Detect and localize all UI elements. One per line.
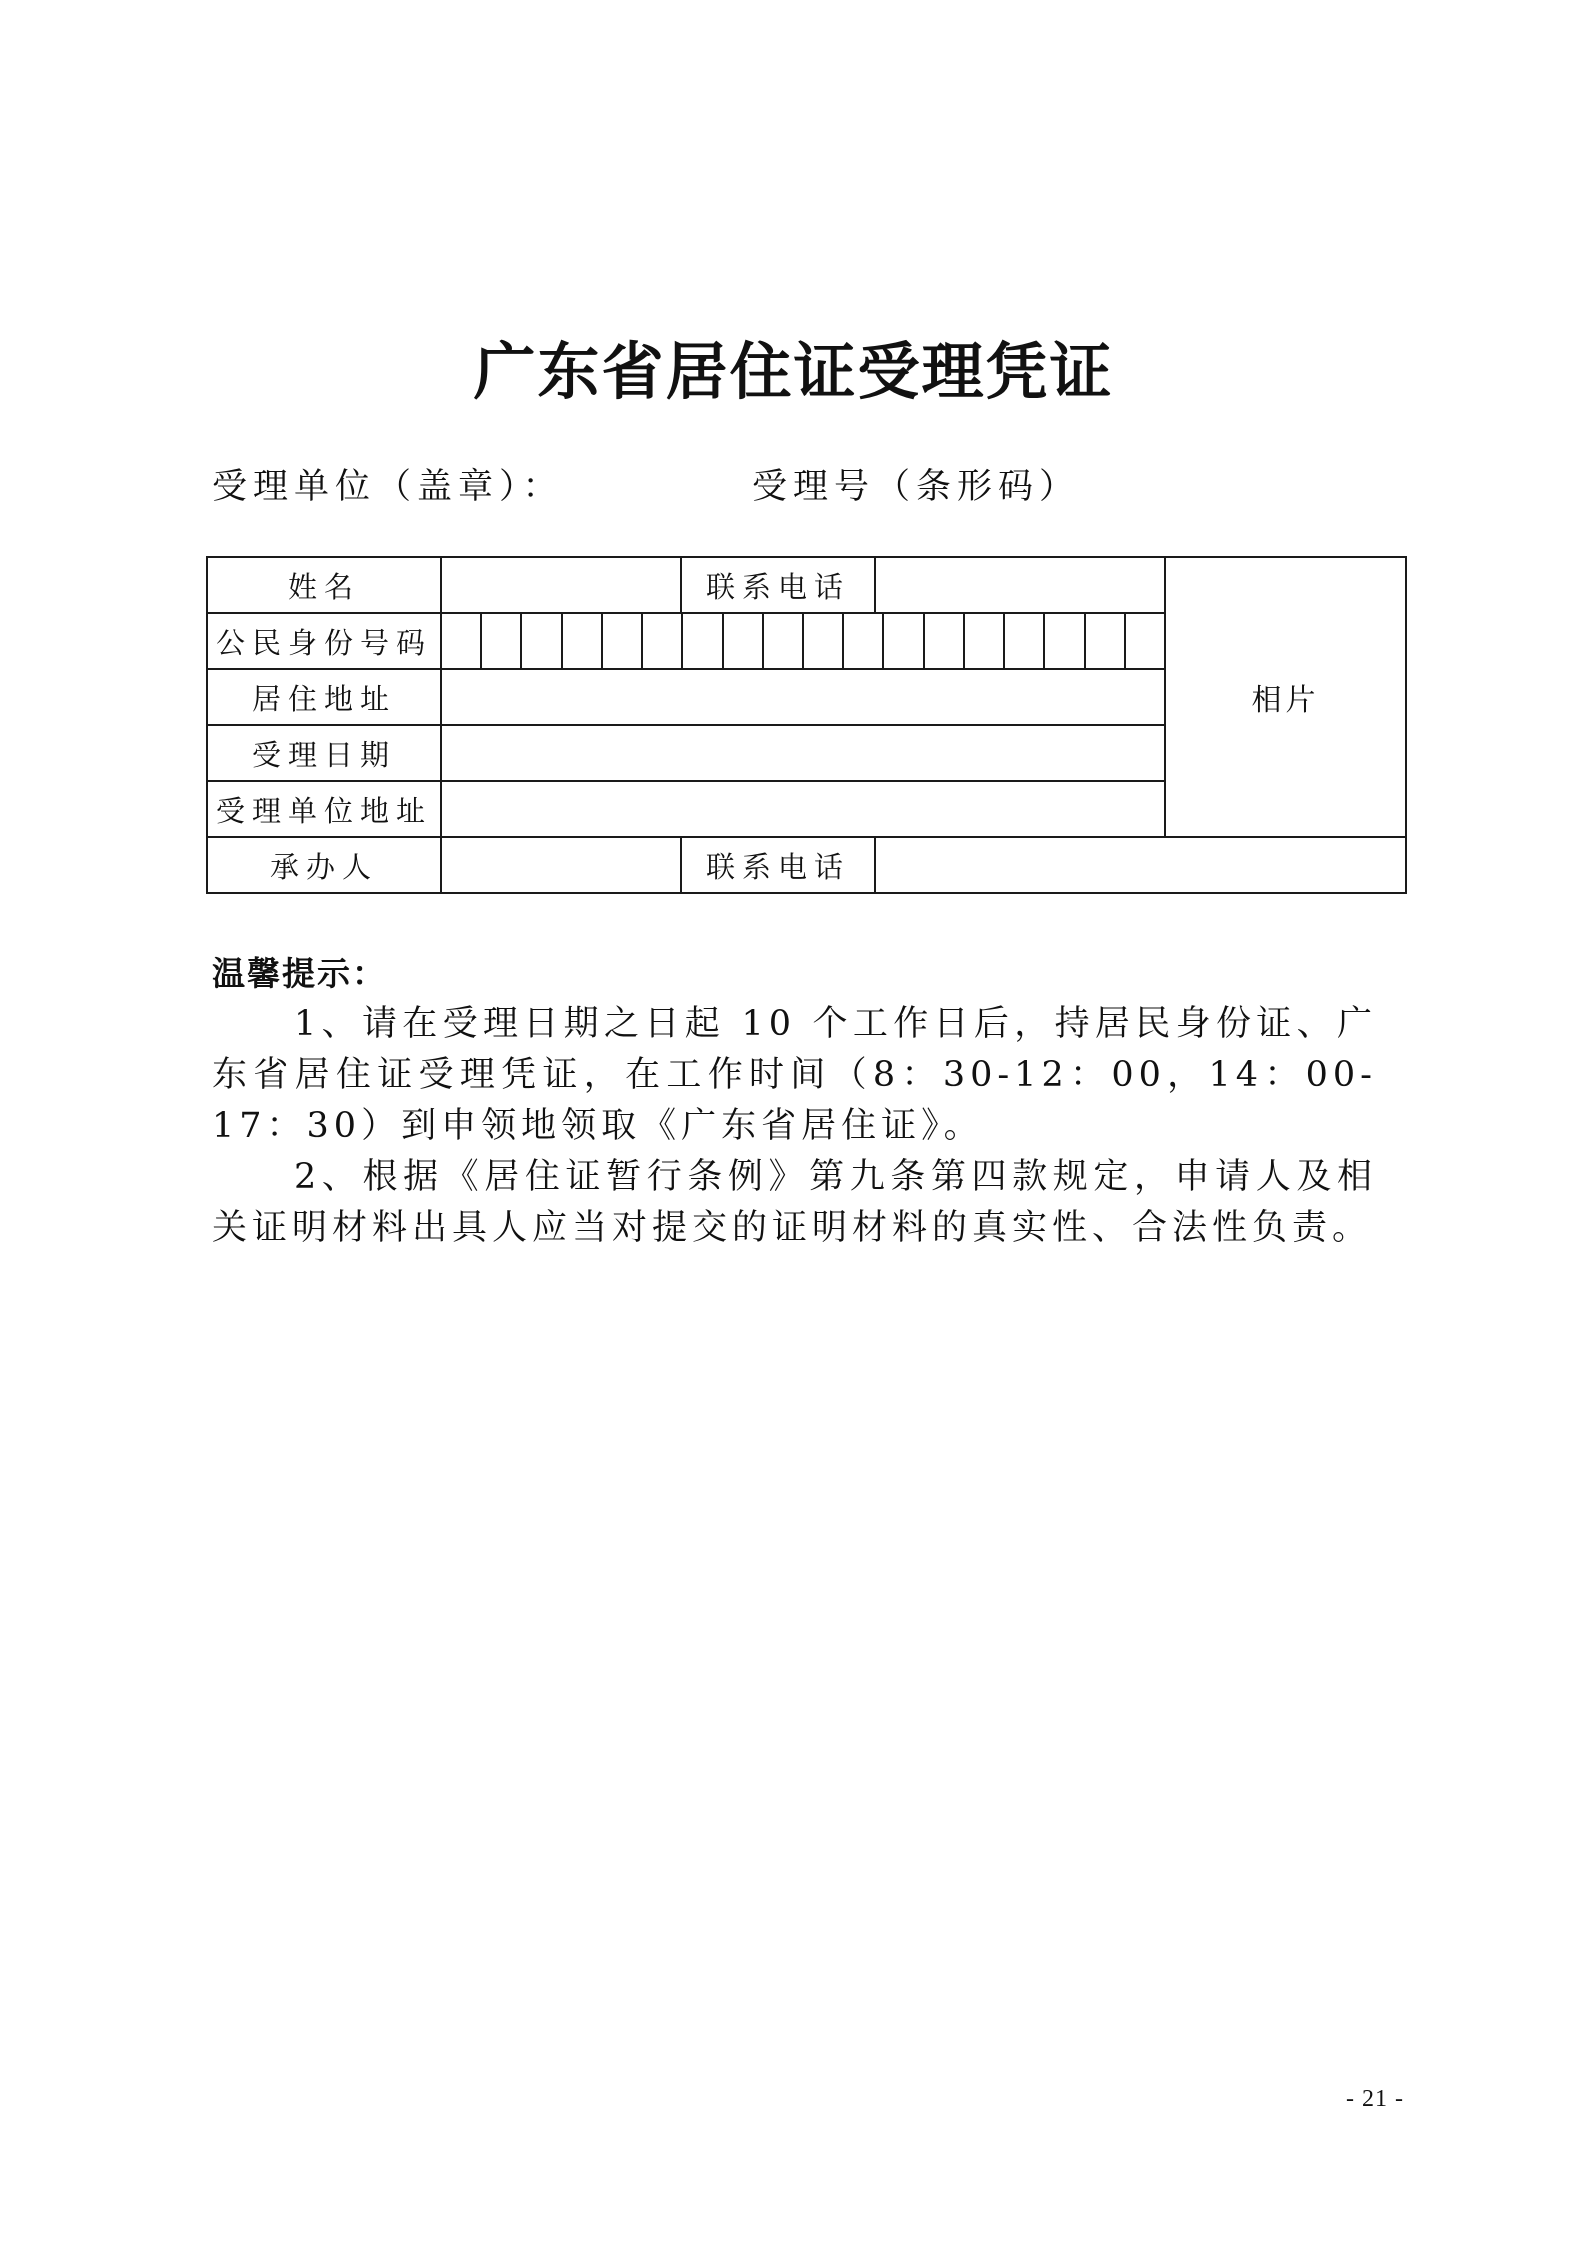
unit-address-field[interactable] bbox=[441, 781, 1165, 837]
notice-heading: 温馨提示： bbox=[212, 954, 387, 993]
acceptance-unit-label: 受理单位（盖章）： bbox=[212, 467, 564, 507]
id-digit-box[interactable] bbox=[1045, 614, 1085, 668]
notice-item: 1、请在受理日期之日起 10 个工作日后，持居民身份证、广东省居住证受理凭证，在工作时间（8：30-12：00，14：00-17：30）到申领地领取《广东省居住证》。 bbox=[212, 1004, 1377, 1146]
acceptance-date-field[interactable] bbox=[441, 725, 1165, 781]
id-digit-box[interactable] bbox=[442, 614, 482, 668]
notice-section bbox=[212, 948, 1377, 1254]
id-number-field[interactable] bbox=[441, 613, 1165, 669]
id-digit-box[interactable] bbox=[804, 614, 844, 668]
id-digit-box[interactable] bbox=[522, 614, 562, 668]
id-digit-box[interactable] bbox=[1005, 614, 1045, 668]
form-row-handler bbox=[207, 837, 1406, 893]
id-digit-box[interactable] bbox=[603, 614, 643, 668]
id-digit-box[interactable] bbox=[965, 614, 1005, 668]
photo-box: 相片 bbox=[1165, 557, 1406, 837]
id-digit-box[interactable] bbox=[844, 614, 884, 668]
handler-field[interactable] bbox=[441, 837, 681, 893]
id-digit-box[interactable] bbox=[764, 614, 804, 668]
phone-label: 联系电话 bbox=[681, 557, 875, 613]
page-number: - 21 - bbox=[1346, 2086, 1404, 2112]
id-digit-box[interactable] bbox=[643, 614, 683, 668]
acceptance-date-label: 受理日期 bbox=[207, 725, 441, 781]
id-digit-box[interactable] bbox=[1126, 614, 1164, 668]
page-title: 广东省居住证受理凭证 bbox=[473, 335, 1114, 408]
id-number-label: 公民身份号码 bbox=[207, 613, 441, 669]
id-digit-box[interactable] bbox=[1086, 614, 1126, 668]
handler-phone-field[interactable] bbox=[875, 837, 1406, 893]
address-label: 居住地址 bbox=[207, 669, 441, 725]
id-digit-boxes bbox=[442, 614, 1164, 668]
id-digit-box[interactable] bbox=[724, 614, 764, 668]
notice-item: 2、根据《居住证暂行条例》第九条第四款规定，申请人及相关证明材料出具人应当对提交的证明材料的真实性、合法性负责。 bbox=[212, 1157, 1377, 1248]
address-field[interactable] bbox=[441, 669, 1165, 725]
id-digit-box[interactable] bbox=[925, 614, 965, 668]
handler-label: 承办人 bbox=[207, 837, 441, 893]
name-label: 姓名 bbox=[207, 557, 441, 613]
id-digit-box[interactable] bbox=[563, 614, 603, 668]
form-row-name bbox=[207, 557, 1406, 613]
name-field[interactable] bbox=[441, 557, 681, 613]
handler-phone-label: 联系电话 bbox=[681, 837, 875, 893]
application-form-table bbox=[206, 556, 1407, 894]
id-digit-box[interactable] bbox=[683, 614, 723, 668]
id-digit-box[interactable] bbox=[482, 614, 522, 668]
phone-field[interactable] bbox=[875, 557, 1165, 613]
id-digit-box[interactable] bbox=[884, 614, 924, 668]
acceptance-number-label: 受理号（条形码） bbox=[752, 467, 1081, 507]
unit-address-label: 受理单位地址 bbox=[207, 781, 441, 837]
